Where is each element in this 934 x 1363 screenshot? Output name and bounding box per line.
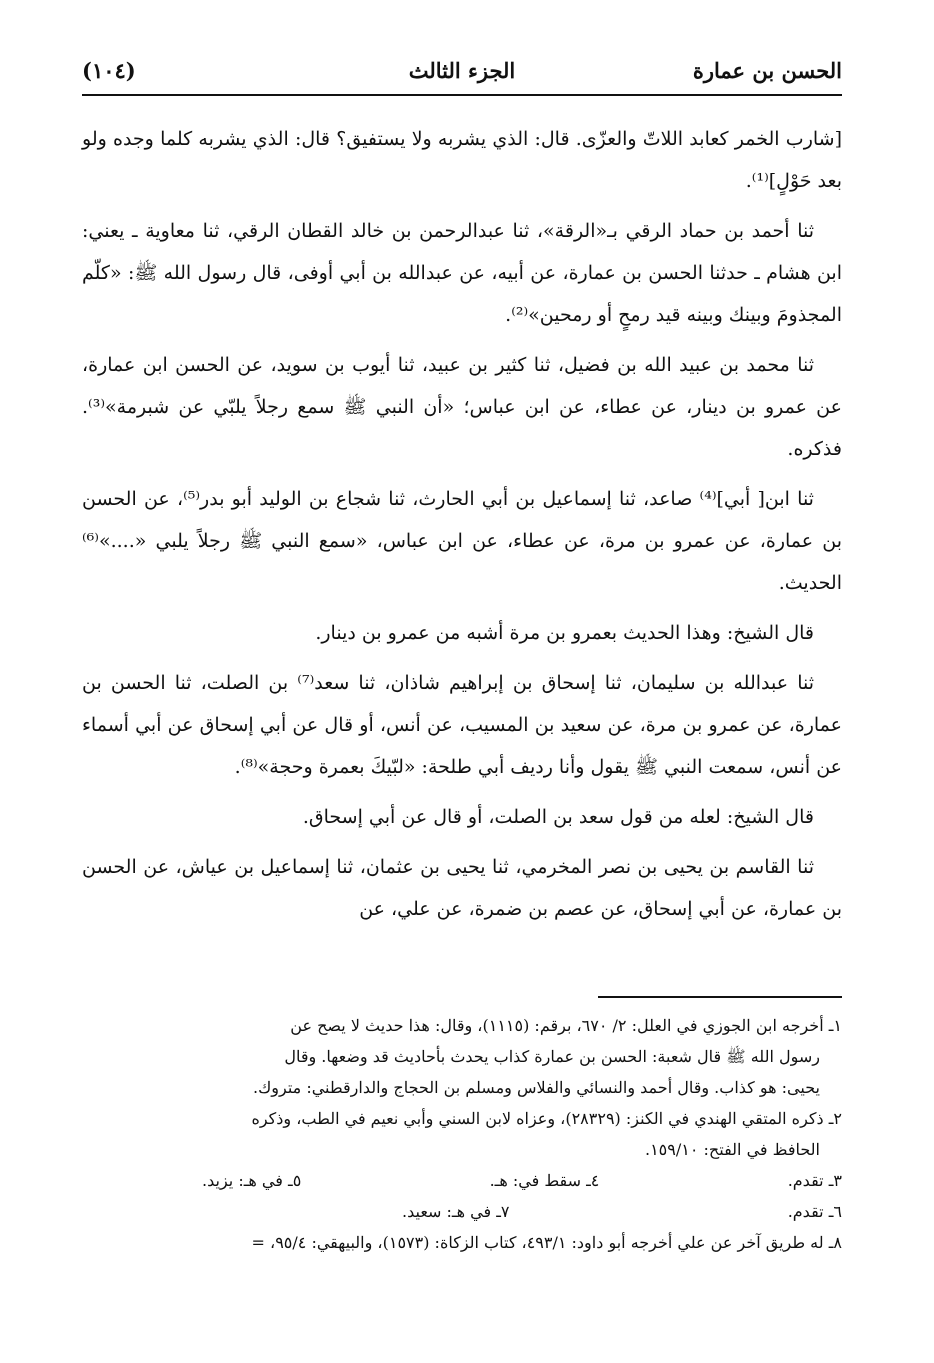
part-title: الجزء الثالث — [408, 58, 516, 83]
footnote-6: ٦ـ تقدم. — [787, 1202, 842, 1221]
paragraph: [شارب الخمر كعابد اللاتّ والعزّى. قال: الذي يشربه ولا يستفيق؟ قال: الذي يشربه كلما وجده ولو بعد حَوْلٍ]⁽¹⁾. — [82, 128, 842, 192]
footnote-line: ٨ـ له طريق آخر عن علي أخرجه أبو داود: ٤٩٣/١، كتاب الزكاة: (١٥٧٣)، والبيهقي: ٩٥/٤، = — [251, 1233, 842, 1252]
page-header — [82, 48, 842, 96]
paragraph: ثنا أحمد بن حماد الرقي بـ«الرقة»، ثنا عبدالرحمن بن خالد القطان الرقي، ثنا معاوية ـ يعني: ابن هشام ـ حدثنا الحسن بن عمارة، عن أبيه، عن عبدالله بن أبي أوفى، قال رسول الله ﷺ: «كلّم المجذومَ وبينك وبينه قيد رمحٍ أو رمحين»⁽²⁾. — [82, 220, 842, 326]
paragraph: ثنا عبدالله بن سليمان، ثنا إسحاق بن إبراهيم شاذان، ثنا سعد⁽⁷⁾ بن الصلت، ثنا الحسن بن عمارة، عن عمرو بن مرة، عن سعيد بن المسيب، عن أنس، أو قال عن أبي إسحاق عن أبي أسماء عن أنس، سمعت النبي ﷺ يقول وأنا رديف أبي طلحة: «لبّيكَ بعمرة وحجة»⁽⁸⁾. — [82, 672, 842, 778]
paragraph: ثنا القاسم بن يحيى بن نصر المخرمي، ثنا يحيى بن عثمان، ثنا إسماعيل بن عياش، عن الحسن بن عمارة، عن أبي إسحاق، عن عصم بن ضمرة، عن علي، عن — [82, 856, 842, 920]
footnote-line: يحيى: هو كذاب. وقال أحمد والنسائي والفلاس ومسلم بن الحجاج والدارقطني: متروك. — [253, 1078, 820, 1097]
paragraph: قال الشيخ: لعله من قول سعد بن الصلت، أو قال عن أبي إسحاق. — [302, 806, 814, 828]
footnote-7: ٧ـ في هـ: سعيد. — [402, 1202, 510, 1221]
footnote-line: ١ـ أخرجه ابن الجوزي في العلل: ٢/ ٦٧٠، برقم: (١١١٥)، وقال: هذا حديث لا يصح عن — [290, 1016, 842, 1035]
footnote-divider — [598, 996, 842, 998]
footnote-line: رسول الله ﷺ قال شعبة: الحسن بن عمارة كذاب يحدث بأحاديث قد وضعها. وقال — [284, 1047, 820, 1066]
footnote-line: ٢ـ ذكره المتقي الهندي في الكنز: (٢٨٣٢٩)، وعزاه لابن السني وأبي نعيم في الطب، وذكره — [251, 1109, 842, 1128]
footnote-4: ٤ـ سقط في: هـ. — [489, 1171, 600, 1190]
page-number: (١٠٤) — [82, 58, 136, 83]
footnotes — [82, 1010, 842, 1258]
footnote-row — [402, 1196, 842, 1227]
paragraph: ثنا ابن[ أبي]⁽⁴⁾ صاعد، ثنا إسماعيل بن أبي الحارث، ثنا شجاع بن الوليد أبو بدر⁽⁵⁾، عن الحسن بن عمارة، عن عمرو بن مرة، عن عطاء، عن ابن عباس، «سمع النبي ﷺ رجلاً يلبي «....»⁽⁶⁾ الحديث. — [82, 488, 842, 594]
main-text — [82, 118, 842, 938]
paragraph: ثنا محمد بن عبيد الله بن فضيل، ثنا كثير بن عبيد، ثنا أيوب بن سويد، عن الحسن ابن عمارة، عن عمرو بن دينار، عن عطاء، عن ابن عباس؛ «أن النبي ﷺ سمع رجلاً يلبّي عن شبرمة»⁽³⁾. فذكره. — [82, 354, 842, 460]
footnote-5: ٥ـ في هـ: يزيد. — [202, 1171, 302, 1190]
footnote-line: الحافظ في الفتح: ١٥٩/١٠. — [644, 1140, 820, 1159]
footnote-row — [202, 1165, 842, 1196]
running-title: الحسن بن عمارة — [692, 58, 842, 83]
paragraph: قال الشيخ: وهذا الحديث بعمرو بن مرة أشبه من عمرو بن دينار. — [315, 622, 814, 644]
footnote-3: ٣ـ تقدم. — [787, 1171, 842, 1190]
